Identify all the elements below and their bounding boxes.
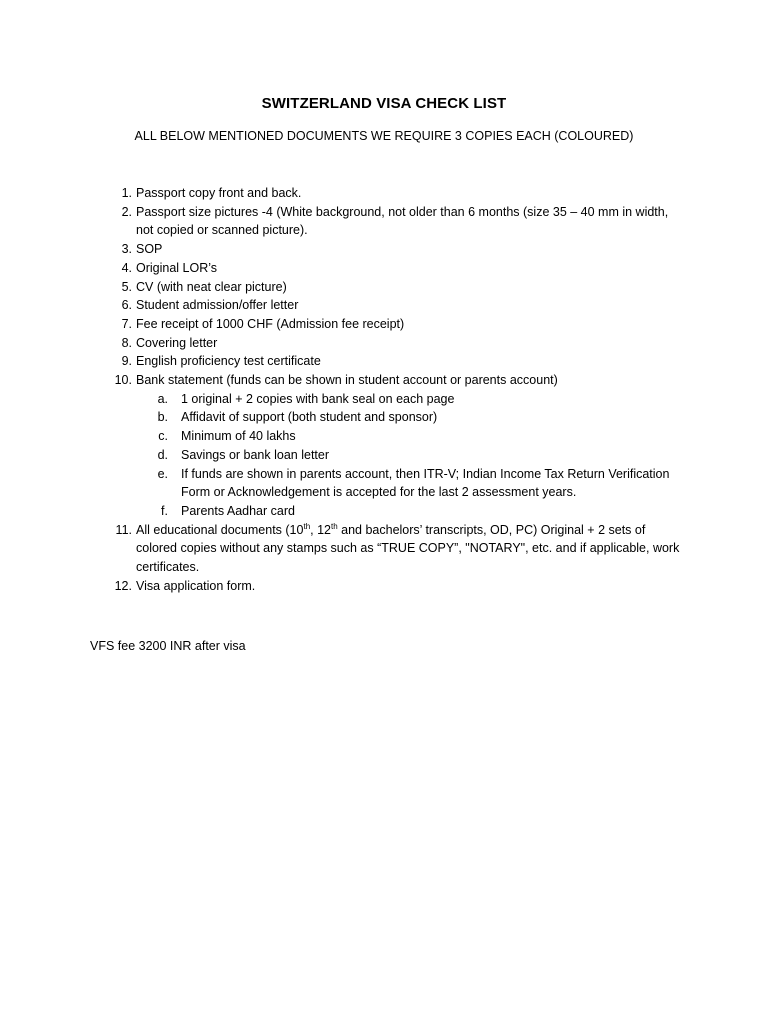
sub-list-item-text: Affidavit of support (both student and sponsor) bbox=[181, 410, 438, 425]
sub-list-item bbox=[0, 446, 686, 465]
superscript: th bbox=[303, 521, 311, 531]
list-item-text: Student admission/offer letter bbox=[136, 298, 299, 313]
list-item-text: English proficiency test certificate bbox=[136, 354, 321, 369]
list-item-number: 11. bbox=[115, 522, 132, 537]
list-item-text: Bank statement (funds can be shown in student account or parents account) bbox=[136, 373, 558, 388]
text-fragment: All educational documents (10 bbox=[136, 522, 304, 537]
list-item-text: Original LOR’s bbox=[136, 260, 218, 275]
list-item-text: SOP bbox=[136, 242, 163, 257]
checklist bbox=[0, 184, 768, 595]
list-item-number: 3. bbox=[121, 242, 132, 257]
list-item-text bbox=[136, 523, 679, 574]
list-item-number: 6. bbox=[121, 298, 132, 313]
list-item bbox=[0, 315, 686, 334]
list-item bbox=[0, 296, 686, 315]
document-title: SWITZERLAND VISA CHECK LIST bbox=[261, 95, 507, 112]
sub-list-item-text: 1 original + 2 copies with bank seal on each page bbox=[181, 391, 455, 406]
list-item-number: 1. bbox=[121, 186, 132, 200]
list-item bbox=[0, 240, 686, 259]
list-item bbox=[0, 577, 686, 596]
text-fragment: and bachelors’ transcripts, OD, PC) Original + 2 sets of colored copies without any stamps such as “TRUE COPY”, "NOTARY", etc. and if applicable, work certificates. bbox=[136, 522, 680, 575]
list-item-number: 9. bbox=[121, 354, 132, 369]
sub-list-item bbox=[0, 502, 686, 521]
list-item-number: 5. bbox=[121, 279, 132, 294]
list-item-number: 8. bbox=[121, 335, 132, 350]
list-item-number: 10. bbox=[114, 373, 132, 388]
list-item-number: 2. bbox=[121, 204, 132, 219]
list-item-text: Covering letter bbox=[136, 335, 218, 350]
sub-list-item-letter: e. bbox=[157, 466, 168, 481]
sub-list-item bbox=[0, 465, 686, 502]
sub-list-item-letter: f. bbox=[161, 503, 168, 518]
list-item bbox=[0, 334, 686, 353]
list-item-text: Passport size pictures -4 (White background, not older than 6 months (size 35 – 40 mm in width, not copied or scanned picture). bbox=[136, 204, 669, 238]
sub-list-item-letter: a. bbox=[157, 391, 168, 406]
list-item-text: Passport copy front and back. bbox=[136, 186, 302, 200]
sub-list-item-letter: d. bbox=[157, 447, 168, 462]
sub-list-item-letter: b. bbox=[157, 410, 168, 425]
list-item-text: Visa application form. bbox=[136, 578, 256, 593]
list-item bbox=[0, 203, 686, 240]
list-item-text: Fee receipt of 1000 CHF (Admission fee receipt) bbox=[136, 316, 405, 331]
list-item bbox=[0, 521, 686, 577]
sub-list-item-letter: c. bbox=[158, 429, 168, 444]
sub-list-item-text: Minimum of 40 lakhs bbox=[181, 429, 296, 444]
list-item bbox=[0, 278, 686, 297]
list-item bbox=[0, 371, 686, 390]
sub-list-item bbox=[0, 427, 686, 446]
list-item-text: CV (with neat clear picture) bbox=[136, 279, 287, 294]
sub-list-item bbox=[0, 390, 686, 409]
list-item-number: 12. bbox=[114, 578, 132, 593]
list-item bbox=[0, 352, 686, 371]
list-item bbox=[0, 259, 686, 278]
sub-list-item-text: Savings or bank loan letter bbox=[181, 447, 330, 462]
sub-list-item-text: Parents Aadhar card bbox=[181, 503, 295, 518]
document-subtitle: ALL BELOW MENTIONED DOCUMENTS WE REQUIRE 3 COPIES EACH (COLOURED) bbox=[134, 129, 634, 143]
list-item bbox=[0, 184, 686, 203]
sub-list-item bbox=[0, 408, 686, 427]
list-item-number: 4. bbox=[121, 260, 132, 275]
list-item-number: 7. bbox=[121, 316, 132, 331]
vfs-fee-note: VFS fee 3200 INR after visa bbox=[90, 639, 246, 653]
sub-list-item-text: If funds are shown in parents account, then ITR-V; Indian Income Tax Return Verification Form or Acknowledgement is accepted for the last 2 assessment years. bbox=[181, 466, 670, 500]
superscript: th bbox=[331, 521, 338, 531]
text-fragment: , 12 bbox=[310, 522, 331, 537]
